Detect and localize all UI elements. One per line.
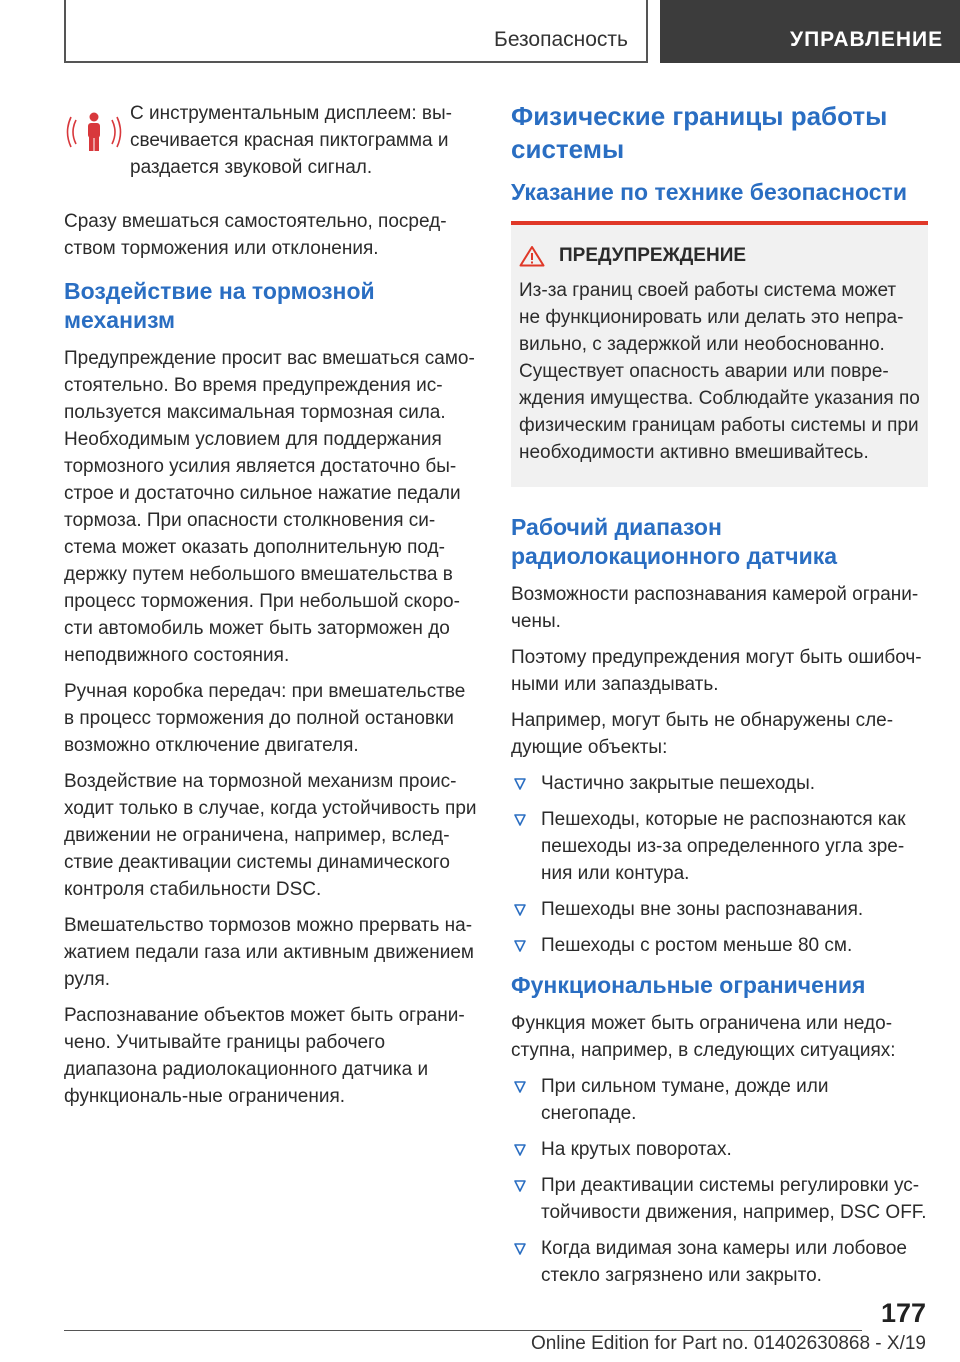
brake-paragraph-2: Ручная коробка передач: при вмешательстве в процесс торможения до полной остановки возможно отключение двигателя. [64,681,466,756]
bullet-triangle-icon [513,809,527,831]
header-section-title: Безопасность [494,28,628,51]
warning-triangle-icon [519,245,545,267]
sensor-heading: Рабочий диапазон радиолокационного датчика [511,514,838,569]
bullet-triangle-icon [513,1076,527,1098]
warning-box [511,221,928,487]
page-title: Физические границы работы системы [511,101,888,164]
header-section-box [64,0,648,63]
pictogram-row [64,100,478,190]
bullet-triangle-icon [513,899,527,921]
list-item: Пешеходы вне зоны распознавания. [511,896,928,923]
warning-text: Из-за границ своей работы система может не функционировать или делать это непра-вильно, с задержкой или необоснованно. Существует опасность аварии или повре-ждения имущества. Соблюдайте указания по физическим границам работы системы и при необходимости активно вмешивайтесь. [519,280,920,463]
functional-limits-heading: Функциональные ограничения [511,972,866,998]
footer-divider [64,1330,862,1331]
bullet-triangle-icon [513,1139,527,1161]
list-item: Когда видимая зона камеры или лобовое стекло загрязнено или закрыто. [511,1235,928,1289]
bullet-triangle-icon [513,1238,527,1260]
header-chapter-tab: УПРАВЛЕНИЕ [660,0,960,63]
brake-paragraph-3: Воздействие на тормозной механизм проис-ходит только в случае, когда устойчивость при движении не ограничена, например, вслед-ствие деактивации системы динамического контроля стабильности DSC. [64,771,477,900]
pedestrian-warning-icon [64,100,130,180]
brake-heading: Воздействие на тормозной механизм [64,278,375,333]
bullet-triangle-icon [513,935,527,957]
safety-subtitle: Указание по технике безопасности [511,179,907,205]
list-item: Частично закрытые пешеходы. [511,770,928,797]
brake-paragraph-5: Распознавание объектов может быть ограни-чено. Учитывайте границы рабочего диапазона радиолокационного датчика и функциональ-ные ограничения. [64,1005,465,1107]
list-item: На крутых поворотах. [511,1136,928,1163]
sensor-list [511,770,928,959]
intro-paragraph: Сразу вмешаться самостоятельно, посред-ством торможения или отклонения. [64,211,447,259]
bullet-triangle-icon [513,773,527,795]
left-column [64,100,478,1119]
list-item: При сильном тумане, дожде или снегопаде. [511,1073,928,1127]
sensor-paragraph-2: Поэтому предупреждения могут быть ошибоч-ными или запаздывать. [511,647,922,695]
brake-paragraph-4: Вмешательство тормозов можно прервать на-жатием педали газа или активным движением руля. [64,915,474,990]
functional-limits-list [511,1073,928,1289]
bullet-triangle-icon [513,1175,527,1197]
sensor-paragraph-3: Например, могут быть не обнаружены сле-дующие объекты: [511,710,894,758]
warning-header [519,245,920,267]
list-item: Пешеходы, которые не распознаются как пешеходы из-за определенного угла зре-ния или контура. [511,806,928,887]
list-item: При деактивации системы регулировки ус-тойчивости движения, например, DSC OFF. [511,1172,928,1226]
page-number: 177 [880,1298,926,1328]
warning-title: ПРЕДУПРЕЖДЕНИЕ [559,245,747,266]
right-column [511,100,928,1301]
pictogram-description: С инструментальным дисплеем: вы-свечивается красная пиктограмма и раздается звуковой сигнал. [130,103,453,178]
functional-limits-intro: Функция может быть ограничена или недо-ступна, например, в следующих ситуациях: [511,1013,896,1061]
brake-paragraph-1: Предупреждение просит вас вмешаться само-стоятельно. Во время предупреждения ис-пользуется максимальная тормозная сила. Необходимым условием для поддержания тормозного усилия является достаточно бы-строе и достаточно сильное нажатие педали тормоза. При опасности столкновения си-стема может оказать дополнительную под-держку путем небольшого вмешательства в процесс торможения. При небольшой скоро-сти автомобиль может быть заторможен до неподвижного состояния. [64,348,475,666]
list-item: Пешеходы с ростом меньше 80 см. [511,932,928,959]
footer-edition: Online Edition for Part no. 01402630868 - X/19 [530,1333,926,1354]
sensor-paragraph-1: Возможности распознавания камерой ограни-чены. [511,584,919,632]
